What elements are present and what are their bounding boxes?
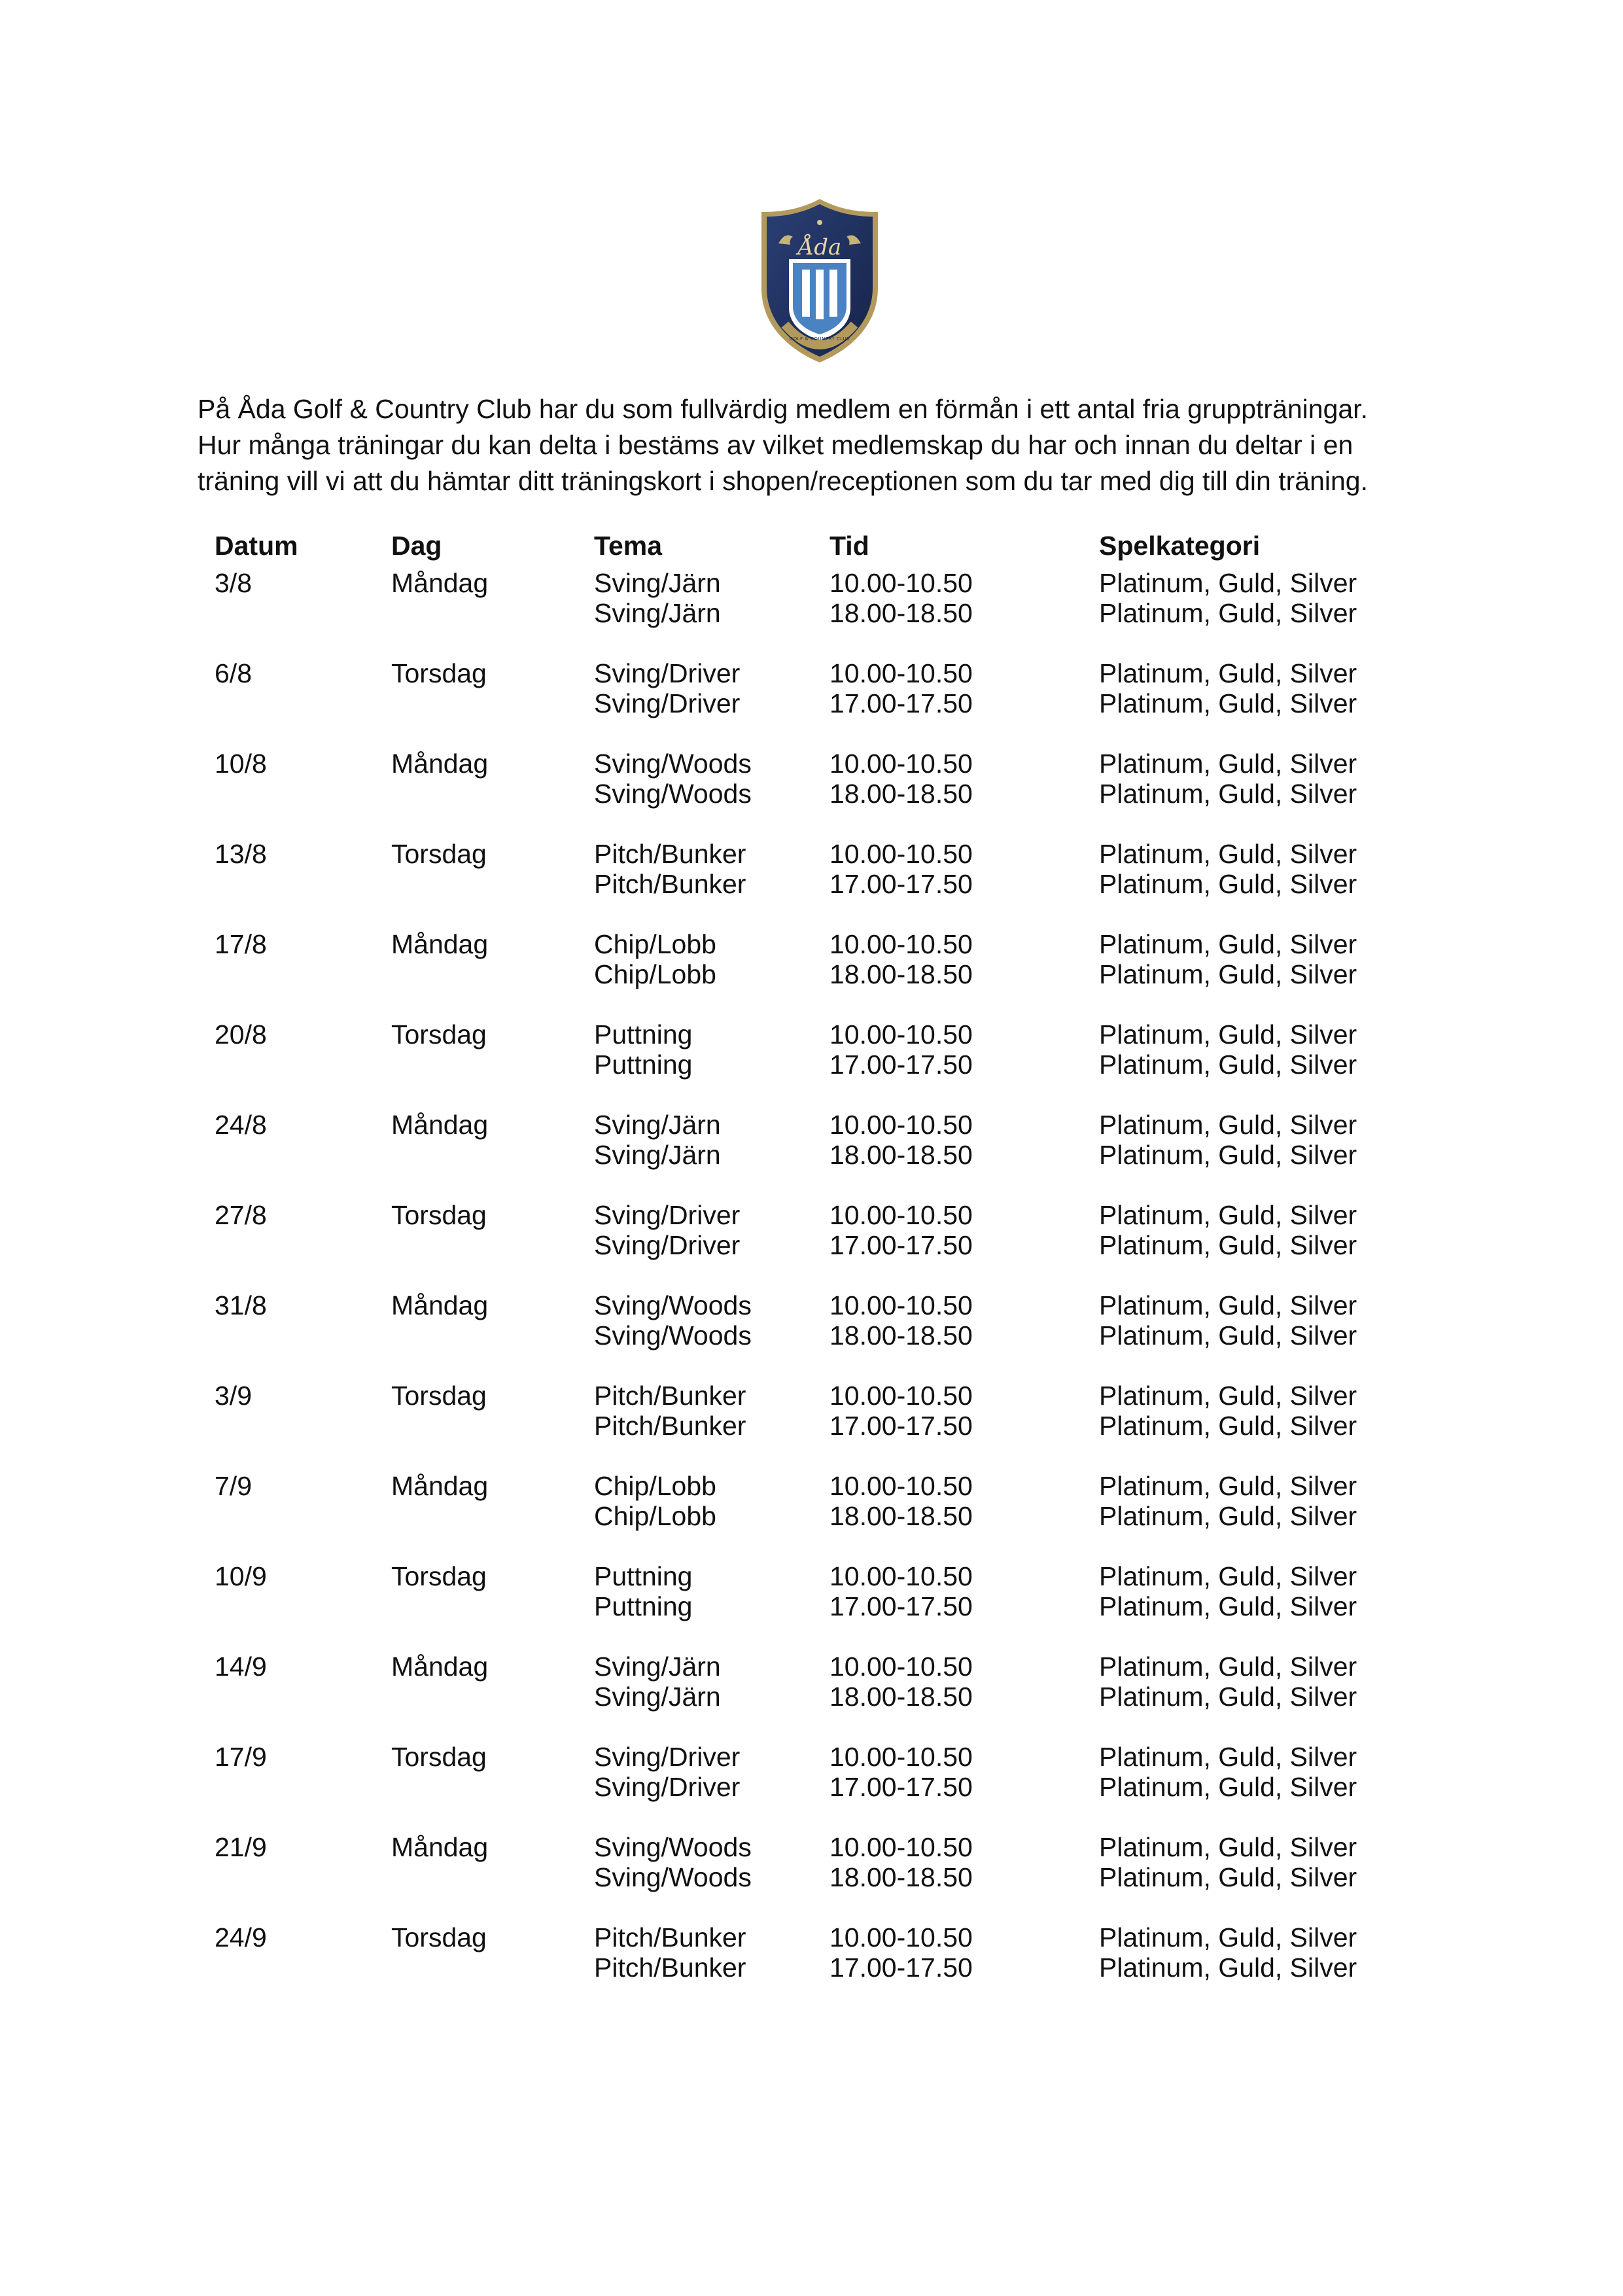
cell-tid-line: 10.00-10.50 — [829, 568, 973, 598]
table-row — [215, 1922, 1426, 2013]
cell-spelkategori-line: Platinum, Guld, Silver — [1099, 929, 1357, 959]
cell-datum-line: 24/8 — [215, 1110, 267, 1140]
cell-tid-line: 10.00-10.50 — [829, 839, 973, 869]
table-row — [215, 1471, 1426, 1561]
cell-dag-line: Måndag — [391, 1832, 489, 1862]
intro-line-3: träning vill vi att du hämtar ditt träningskort i shopen/receptionen som du tar med dig till din träning. — [198, 466, 1368, 496]
cell-spelkategori-line: Platinum, Guld, Silver — [1099, 1922, 1357, 1952]
cell-dag — [391, 1561, 594, 1651]
cell-tema — [594, 929, 829, 1019]
logo-subtext: GOLF & COUNTRY CLUB — [789, 336, 850, 342]
cell-datum — [215, 1290, 391, 1381]
cell-spelkategori-line: Platinum, Guld, Silver — [1099, 598, 1357, 628]
table-row — [215, 1742, 1426, 1832]
cell-tema — [594, 1832, 829, 1922]
cell-tid — [829, 1471, 1099, 1561]
cell-dag-line: Torsdag — [391, 1381, 487, 1411]
cell-tid-line: 10.00-10.50 — [829, 1019, 973, 1050]
cell-tema-line: Chip/Lobb — [594, 1501, 716, 1531]
cell-tid-line: 18.00-18.50 — [829, 1862, 973, 1892]
cell-tema-line: Sving/Järn — [594, 1110, 721, 1140]
cell-tema-line: Sving/Woods — [594, 779, 752, 809]
cell-spelkategori-line: Platinum, Guld, Silver — [1099, 1110, 1357, 1140]
cell-dag-line: Måndag — [391, 1651, 489, 1682]
cell-tid-line: 10.00-10.50 — [829, 658, 973, 688]
cell-spelkategori-line: Platinum, Guld, Silver — [1099, 1561, 1357, 1591]
cell-tid-line: 10.00-10.50 — [829, 1561, 973, 1591]
table-row — [215, 929, 1426, 1019]
cell-tid — [829, 568, 1099, 658]
cell-tema-line: Puttning — [594, 1050, 693, 1080]
cell-datum — [215, 1561, 391, 1651]
cell-dag — [391, 839, 594, 929]
cell-tema — [594, 1561, 829, 1651]
cell-tid-line: 10.00-10.50 — [829, 1922, 973, 1952]
cell-dag — [391, 1471, 594, 1561]
cell-datum-line: 21/9 — [215, 1832, 267, 1862]
table-row — [215, 1290, 1426, 1381]
header-tid: Tid — [829, 530, 869, 561]
cell-tid-line: 10.00-10.50 — [829, 1200, 973, 1230]
cell-tema-line: Sving/Driver — [594, 688, 741, 718]
cell-dag — [391, 1742, 594, 1832]
cell-tema-line: Pitch/Bunker — [594, 839, 746, 869]
table-row — [215, 1651, 1426, 1742]
cell-dag-line: Torsdag — [391, 1019, 487, 1050]
cell-tema-line: Puttning — [594, 1561, 693, 1591]
cell-tema-line: Sving/Järn — [594, 598, 721, 628]
cell-spelkategori-line: Platinum, Guld, Silver — [1099, 1200, 1357, 1230]
table-row — [215, 1200, 1426, 1290]
cell-dag — [391, 1381, 594, 1471]
cell-spelkategori — [1099, 1561, 1426, 1651]
table-row — [215, 749, 1426, 839]
intro-paragraph — [198, 391, 1440, 499]
cell-tema-line: Sving/Woods — [594, 1862, 752, 1892]
cell-datum-line: 20/8 — [215, 1019, 267, 1050]
cell-tema-line: Sving/Driver — [594, 658, 741, 688]
table-row — [215, 1832, 1426, 1922]
cell-spelkategori — [1099, 1471, 1426, 1561]
cell-tid — [829, 1651, 1099, 1742]
cell-tid — [829, 1561, 1099, 1651]
cell-datum-line: 7/9 — [215, 1471, 252, 1501]
cell-spelkategori-line: Platinum, Guld, Silver — [1099, 1050, 1357, 1080]
cell-tema-line: Sving/Woods — [594, 1290, 752, 1320]
cell-dag — [391, 1922, 594, 2013]
cell-spelkategori-line: Platinum, Guld, Silver — [1099, 869, 1357, 899]
cell-tid-line: 10.00-10.50 — [829, 1651, 973, 1682]
cell-spelkategori-line: Platinum, Guld, Silver — [1099, 1290, 1357, 1320]
cell-tid-line: 10.00-10.50 — [829, 1290, 973, 1320]
cell-dag — [391, 1290, 594, 1381]
cell-spelkategori — [1099, 1200, 1426, 1290]
header-spelkategori: Spelkategori — [1099, 530, 1261, 561]
cell-datum — [215, 1832, 391, 1922]
cell-dag-line: Torsdag — [391, 1561, 487, 1591]
cell-tid-line: 18.00-18.50 — [829, 1682, 973, 1712]
table-row — [215, 658, 1426, 749]
cell-tid-line: 18.00-18.50 — [829, 1320, 973, 1351]
cell-dag — [391, 1832, 594, 1922]
cell-datum-line: 17/8 — [215, 929, 267, 959]
cell-spelkategori-line: Platinum, Guld, Silver — [1099, 1230, 1357, 1260]
training-schedule-table — [215, 523, 1426, 2013]
cell-spelkategori — [1099, 1019, 1426, 1110]
cell-tid — [829, 1019, 1099, 1110]
logo-wordmark: Åda — [797, 234, 842, 260]
cell-spelkategori-line: Platinum, Guld, Silver — [1099, 1591, 1357, 1621]
cell-spelkategori — [1099, 749, 1426, 839]
header-dag: Dag — [391, 530, 442, 561]
cell-tid-line: 18.00-18.50 — [829, 1140, 973, 1170]
cell-tema-line: Sving/Driver — [594, 1742, 741, 1772]
cell-tema — [594, 568, 829, 658]
cell-spelkategori-line: Platinum, Guld, Silver — [1099, 688, 1357, 718]
cell-tid-line: 10.00-10.50 — [829, 1471, 973, 1501]
table-row — [215, 568, 1426, 658]
cell-dag — [391, 929, 594, 1019]
cell-tid-line: 17.00-17.50 — [829, 1952, 973, 1983]
cell-tema-line: Sving/Woods — [594, 749, 752, 779]
cell-tema-line: Sving/Woods — [594, 1320, 752, 1351]
cell-spelkategori-line: Platinum, Guld, Silver — [1099, 1320, 1357, 1351]
cell-tema — [594, 1651, 829, 1742]
cell-tid — [829, 1200, 1099, 1290]
cell-spelkategori-line: Platinum, Guld, Silver — [1099, 1019, 1357, 1050]
cell-datum — [215, 1381, 391, 1471]
cell-datum-line: 17/9 — [215, 1742, 267, 1772]
cell-dag-line: Torsdag — [391, 1922, 487, 1952]
cell-dag-line: Torsdag — [391, 1742, 487, 1772]
cell-datum — [215, 1110, 391, 1200]
cell-datum-line: 10/8 — [215, 749, 267, 779]
cell-datum-line: 3/9 — [215, 1381, 252, 1411]
cell-spelkategori-line: Platinum, Guld, Silver — [1099, 568, 1357, 598]
cell-tid — [829, 1110, 1099, 1200]
cell-datum — [215, 839, 391, 929]
cell-dag-line: Torsdag — [391, 658, 487, 688]
cell-datum — [215, 1200, 391, 1290]
cell-spelkategori — [1099, 658, 1426, 749]
cell-datum-line: 6/8 — [215, 658, 252, 688]
cell-tema — [594, 1019, 829, 1110]
cell-dag-line: Torsdag — [391, 839, 487, 869]
cell-tid-line: 18.00-18.50 — [829, 959, 973, 989]
cell-tema — [594, 839, 829, 929]
table-row — [215, 1381, 1426, 1471]
cell-tid-line: 10.00-10.50 — [829, 1742, 973, 1772]
table-row — [215, 1019, 1426, 1110]
cell-datum-line: 10/9 — [215, 1561, 267, 1591]
cell-tid — [829, 1922, 1099, 2013]
cell-spelkategori-line: Platinum, Guld, Silver — [1099, 658, 1357, 688]
cell-dag — [391, 568, 594, 658]
cell-dag-line: Torsdag — [391, 1200, 487, 1230]
table-header-row — [215, 523, 1426, 568]
cell-datum — [215, 929, 391, 1019]
cell-tid-line: 17.00-17.50 — [829, 869, 973, 899]
header-datum: Datum — [215, 530, 298, 561]
cell-datum-line: 3/8 — [215, 568, 252, 598]
cell-spelkategori — [1099, 568, 1426, 658]
cell-tid-line: 10.00-10.50 — [829, 1832, 973, 1862]
cell-tid — [829, 1290, 1099, 1381]
cell-tema-line: Pitch/Bunker — [594, 1922, 746, 1952]
cell-spelkategori-line: Platinum, Guld, Silver — [1099, 1832, 1357, 1862]
cell-tid-line: 10.00-10.50 — [829, 1110, 973, 1140]
cell-tema-line: Sving/Woods — [594, 1832, 752, 1862]
cell-spelkategori-line: Platinum, Guld, Silver — [1099, 1952, 1357, 1983]
cell-tema-line: Sving/Järn — [594, 1140, 721, 1170]
cell-tema-line: Pitch/Bunker — [594, 869, 746, 899]
cell-tid — [829, 1381, 1099, 1471]
cell-spelkategori — [1099, 1922, 1426, 2013]
cell-tid-line: 17.00-17.50 — [829, 1050, 973, 1080]
cell-spelkategori — [1099, 1742, 1426, 1832]
cell-spelkategori — [1099, 839, 1426, 929]
cell-spelkategori — [1099, 1381, 1426, 1471]
cell-spelkategori-line: Platinum, Guld, Silver — [1099, 1682, 1357, 1712]
cell-spelkategori-line: Platinum, Guld, Silver — [1099, 1381, 1357, 1411]
cell-dag-line: Måndag — [391, 1471, 489, 1501]
cell-spelkategori-line: Platinum, Guld, Silver — [1099, 779, 1357, 809]
cell-tid — [829, 929, 1099, 1019]
cell-spelkategori-line: Platinum, Guld, Silver — [1099, 1411, 1357, 1441]
cell-tema-line: Chip/Lobb — [594, 929, 716, 959]
cell-datum-line: 24/9 — [215, 1922, 267, 1952]
cell-tid-line: 18.00-18.50 — [829, 779, 973, 809]
cell-tema-line: Sving/Järn — [594, 568, 721, 598]
cell-dag — [391, 749, 594, 839]
cell-tema — [594, 1110, 829, 1200]
cell-tid-line: 18.00-18.50 — [829, 1501, 973, 1531]
cell-tema — [594, 1200, 829, 1290]
cell-spelkategori — [1099, 1110, 1426, 1200]
cell-tema-line: Puttning — [594, 1591, 693, 1621]
cell-tid — [829, 1832, 1099, 1922]
cell-datum — [215, 1019, 391, 1110]
cell-datum-line: 27/8 — [215, 1200, 267, 1230]
cell-tema-line: Sving/Driver — [594, 1772, 741, 1802]
cell-tid-line: 17.00-17.50 — [829, 688, 973, 718]
intro-line-2: Hur många träningar du kan delta i bestäms av vilket medlemskap du har och innan du deltar i en — [198, 430, 1353, 460]
cell-tema-line: Puttning — [594, 1019, 693, 1050]
cell-tema-line: Chip/Lobb — [594, 1471, 716, 1501]
cell-dag-line: Måndag — [391, 1110, 489, 1140]
header-tema: Tema — [594, 530, 663, 561]
cell-spelkategori-line: Platinum, Guld, Silver — [1099, 1471, 1357, 1501]
cell-tid — [829, 1742, 1099, 1832]
cell-tema-line: Sving/Driver — [594, 1230, 741, 1260]
cell-datum — [215, 568, 391, 658]
table-body — [215, 568, 1426, 2013]
cell-dag — [391, 1019, 594, 1110]
cell-tema — [594, 1471, 829, 1561]
cell-tema-line: Pitch/Bunker — [594, 1381, 746, 1411]
cell-tema-line: Pitch/Bunker — [594, 1411, 746, 1441]
cell-tema — [594, 1922, 829, 2013]
cell-tid-line: 18.00-18.50 — [829, 598, 973, 628]
cell-tema-line: Pitch/Bunker — [594, 1952, 746, 1983]
cell-spelkategori — [1099, 929, 1426, 1019]
cell-spelkategori-line: Platinum, Guld, Silver — [1099, 839, 1357, 869]
cell-spelkategori-line: Platinum, Guld, Silver — [1099, 1140, 1357, 1170]
cell-spelkategori-line: Platinum, Guld, Silver — [1099, 1742, 1357, 1772]
cell-spelkategori-line: Platinum, Guld, Silver — [1099, 749, 1357, 779]
cell-tid-line: 10.00-10.50 — [829, 1381, 973, 1411]
cell-datum — [215, 1742, 391, 1832]
cell-tid-line: 10.00-10.50 — [829, 749, 973, 779]
cell-spelkategori — [1099, 1651, 1426, 1742]
cell-tema — [594, 1742, 829, 1832]
cell-dag — [391, 658, 594, 749]
cell-tid — [829, 749, 1099, 839]
cell-datum — [215, 1471, 391, 1561]
cell-tid — [829, 658, 1099, 749]
cell-tema-line: Sving/Järn — [594, 1651, 721, 1682]
cell-spelkategori — [1099, 1832, 1426, 1922]
cell-dag-line: Måndag — [391, 929, 489, 959]
cell-dag-line: Måndag — [391, 1290, 489, 1320]
cell-tid-line: 17.00-17.50 — [829, 1772, 973, 1802]
cell-tema-line: Sving/Järn — [594, 1682, 721, 1712]
cell-tid-line: 17.00-17.50 — [829, 1230, 973, 1260]
cell-tema-line: Chip/Lobb — [594, 959, 716, 989]
cell-datum-line: 31/8 — [215, 1290, 267, 1320]
intro-line-1: På Åda Golf & Country Club har du som fullvärdig medlem en förmån i ett antal fria gruppträningar. — [198, 394, 1368, 424]
cell-spelkategori-line: Platinum, Guld, Silver — [1099, 1651, 1357, 1682]
ada-golf-crest-icon — [759, 196, 881, 365]
cell-datum — [215, 1651, 391, 1742]
table-row — [215, 1110, 1426, 1200]
cell-datum — [215, 1922, 391, 2013]
cell-dag-line: Måndag — [391, 568, 489, 598]
cell-tema — [594, 658, 829, 749]
table-row — [215, 839, 1426, 929]
cell-spelkategori — [1099, 1290, 1426, 1381]
cell-datum — [215, 658, 391, 749]
table-row — [215, 1561, 1426, 1651]
cell-spelkategori-line: Platinum, Guld, Silver — [1099, 1772, 1357, 1802]
cell-datum — [215, 749, 391, 839]
cell-tema — [594, 1290, 829, 1381]
cell-tid — [829, 839, 1099, 929]
cell-tema-line: Sving/Driver — [594, 1200, 741, 1230]
cell-tema — [594, 1381, 829, 1471]
cell-tid-line: 10.00-10.50 — [829, 929, 973, 959]
cell-tid-line: 17.00-17.50 — [829, 1591, 973, 1621]
cell-datum-line: 14/9 — [215, 1651, 267, 1682]
cell-spelkategori-line: Platinum, Guld, Silver — [1099, 959, 1357, 989]
cell-dag — [391, 1651, 594, 1742]
cell-dag-line: Måndag — [391, 749, 489, 779]
cell-datum-line: 13/8 — [215, 839, 267, 869]
cell-tid-line: 17.00-17.50 — [829, 1411, 973, 1441]
cell-spelkategori-line: Platinum, Guld, Silver — [1099, 1501, 1357, 1531]
cell-tema — [594, 749, 829, 839]
cell-dag — [391, 1200, 594, 1290]
cell-spelkategori-line: Platinum, Guld, Silver — [1099, 1862, 1357, 1892]
cell-dag — [391, 1110, 594, 1200]
